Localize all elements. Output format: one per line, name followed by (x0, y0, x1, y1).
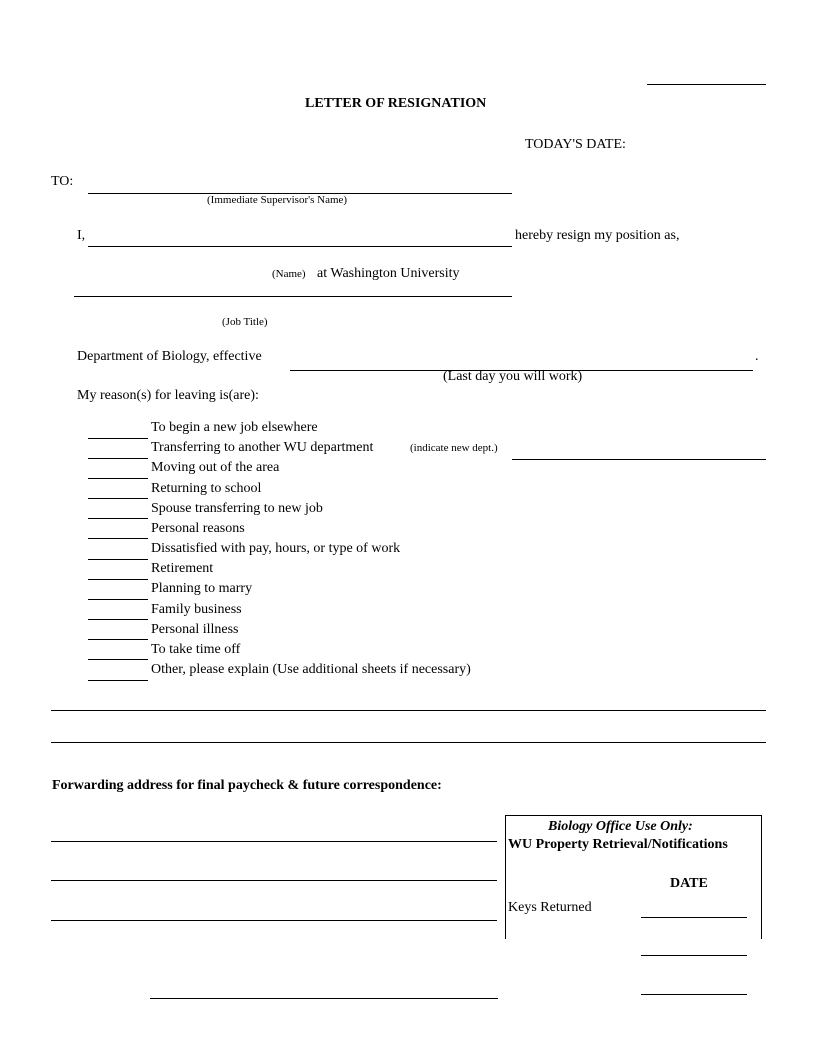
reason-checkbox-dissatisfied[interactable] (88, 543, 148, 560)
reason-label: Retirement (151, 561, 214, 576)
reason-checkbox-family-business[interactable] (88, 603, 148, 620)
other-explanation-line-2[interactable] (51, 724, 766, 743)
reason-checkbox-time-off[interactable] (88, 643, 148, 660)
resign-text: hereby resign my position as, (515, 228, 680, 243)
forwarding-address-line-1[interactable] (51, 823, 497, 842)
reason-label: Personal illness (151, 622, 239, 637)
todays-date-label: TODAY'S DATE: (525, 137, 626, 152)
reason-label: Spouse transferring to new job (151, 501, 323, 516)
i-label: I, (77, 228, 86, 243)
reason-label: Returning to school (151, 481, 262, 496)
university-text: at Washington University (317, 266, 460, 281)
keys-returned-date-input[interactable] (641, 899, 747, 918)
supervisor-name-input[interactable] (88, 175, 512, 194)
reason-checkbox-illness[interactable] (88, 623, 148, 640)
page-title: LETTER OF RESIGNATION (305, 96, 487, 111)
reason-label: Other, please explain (Use additional sheets if necessary) (151, 662, 471, 677)
reason-label: Moving out of the area (151, 460, 280, 475)
reason-checkbox-school[interactable] (88, 482, 148, 499)
reason-checkbox-transfer[interactable] (88, 442, 148, 459)
reason-checkbox-marry[interactable] (88, 583, 148, 600)
supervisor-caption: (Immediate Supervisor's Name) (207, 194, 348, 206)
employee-name-input[interactable] (88, 228, 512, 247)
reason-label: To take time off (151, 642, 241, 657)
new-dept-caption: (indicate new dept.) (410, 442, 498, 454)
reason-checkbox-other[interactable] (88, 664, 148, 681)
reason-label: To begin a new job elsewhere (151, 420, 318, 435)
last-day-caption: (Last day you will work) (443, 369, 583, 384)
name-caption: (Name) (272, 268, 306, 280)
forwarding-address-label: Forwarding address for final paycheck & future correspondence: (52, 778, 442, 793)
department-text: Department of Biology, effective (77, 349, 262, 364)
job-title-caption: (Job Title) (222, 316, 268, 328)
keys-returned-label: Keys Returned (508, 900, 592, 915)
reason-checkbox-retirement[interactable] (88, 563, 148, 580)
reason-label: Planning to marry (151, 581, 253, 596)
reason-checkbox-new-job[interactable] (88, 422, 148, 439)
reason-label: Transferring to another WU department (151, 440, 374, 455)
signature-line[interactable] (150, 980, 498, 999)
office-date-input-3[interactable] (641, 976, 747, 995)
forwarding-address-line-2[interactable] (51, 862, 497, 881)
office-use-heading: Biology Office Use Only: (548, 819, 693, 834)
other-explanation-line-1[interactable] (51, 692, 766, 711)
office-use-box (505, 815, 762, 939)
job-title-input[interactable] (74, 278, 512, 297)
reason-label: Personal reasons (151, 521, 245, 536)
new-dept-input[interactable] (512, 441, 766, 460)
reason-checkbox-spouse[interactable] (88, 502, 148, 519)
reason-label: Dissatisfied with pay, hours, or type of work (151, 541, 401, 556)
todays-date-input[interactable] (647, 66, 766, 85)
date-column-header: DATE (670, 876, 708, 891)
to-label: TO: (51, 174, 74, 189)
period: . (755, 349, 759, 364)
office-use-subheading: WU Property Retrieval/Notifications (508, 837, 728, 852)
reason-checkbox-moving[interactable] (88, 462, 148, 479)
office-date-input-2[interactable] (641, 937, 747, 956)
forwarding-address-line-3[interactable] (51, 902, 497, 921)
reason-checkbox-personal[interactable] (88, 522, 148, 539)
reason-label: Family business (151, 602, 242, 617)
reasons-label: My reason(s) for leaving is(are): (77, 388, 259, 403)
